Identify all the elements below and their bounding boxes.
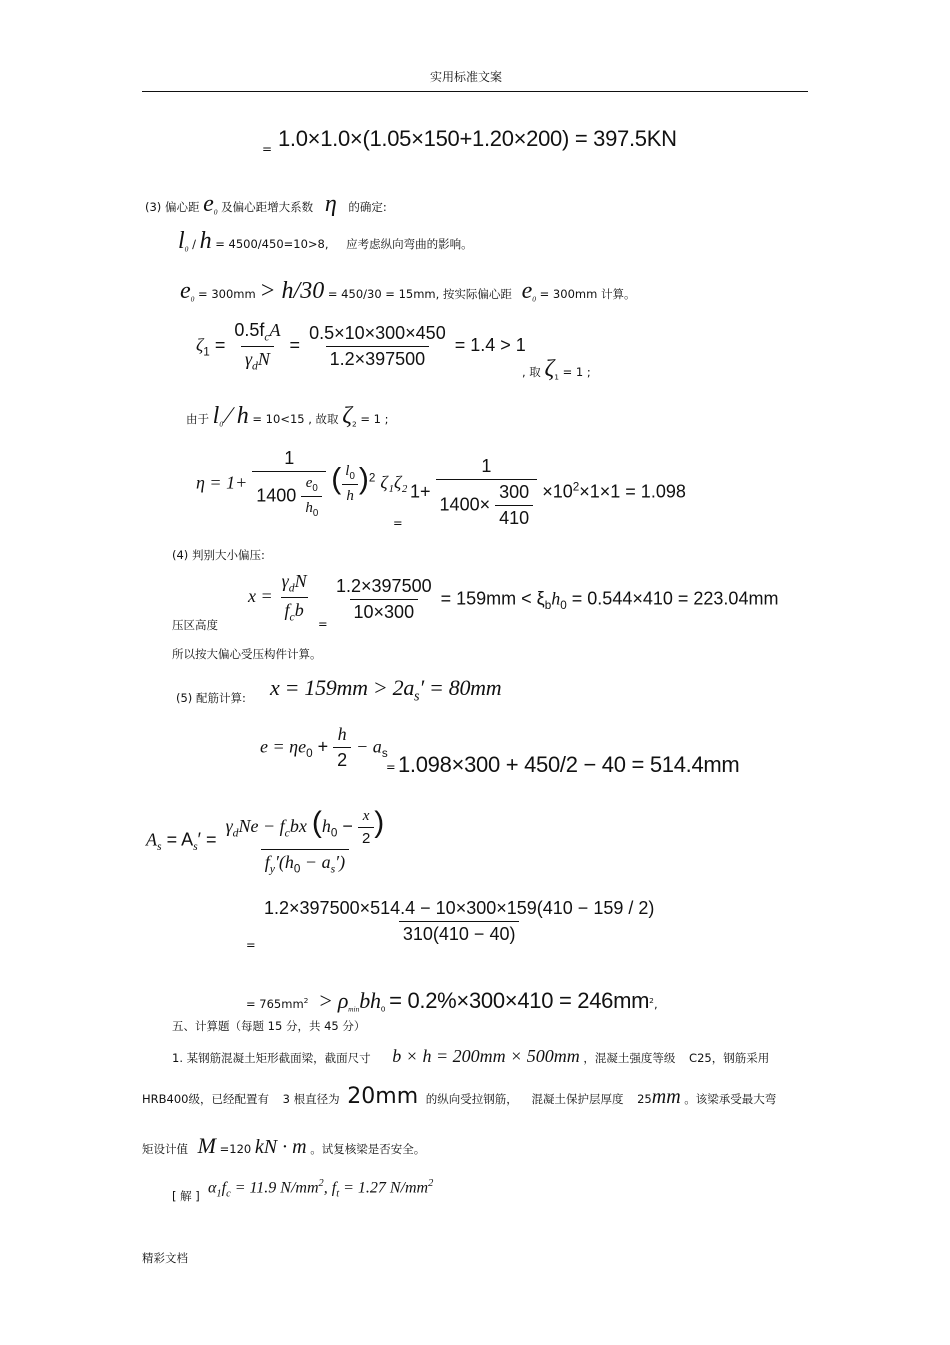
x-numeric: $\frac{1.2\times 397500}{10\times 300}$ = $159mm < \xi_bh_0 = 0.544\times 410 = 223.04mm$ — [336, 576, 779, 622]
zeta1-take: , 取 $\zeta_1 = 1$ ; — [522, 356, 591, 382]
problem-line-1: 1. 某钢筋混凝土矩形截面梁，截面尺寸 b × h = 200mm × 500mm ，混凝土强度等级 C25，钢筋采用 — [172, 1046, 770, 1066]
as-numeric: $\frac{1.2\times 397500\times 514.4 - 10\times 300\times 159(410 - 159 / 2)}{310(410 - 40)}$ — [264, 898, 655, 944]
solution-label: [ 解 ] — [172, 1189, 200, 1203]
x-conclusion: 所以按大偏心受压构件计算。 — [172, 647, 322, 661]
x-check: $x = 159mm > 2a_s' = 80mm$ — [270, 675, 502, 705]
slenderness-line: $l_0$ ∕ h = 4500/450=10>8, 应考虑纵向弯曲的影响。 — [178, 228, 473, 254]
eccentricity-line: $e_0 = 300mm > h/30 = 450/30 = 15mm$, 按实际偏心距 $e_0 = 300mm$ 计算。 — [180, 278, 636, 304]
page-footer: 精彩文档 — [142, 1251, 188, 1265]
zeta1-equation: $\zeta_1$ = $\frac{0.5f_cA}{\gamma_dN}$ = $\frac{0.5\times 10\times 300\times 450}{1.2\times 397500}$ = 1.4 > 1 — [196, 320, 526, 373]
as-formula: $A_s = A_s'$ = $\gamma_dNe - f_cbx$ ($h_0$ − $\frac{x}{2}$ ) $f_y'(h_0 - a_s')$ — [146, 806, 385, 876]
problem-line-2: HRB400级，已经配置有 3 根直径为 20mm 的纵向受拉钢筋， 混凝土保护层厚度 25mm 。该梁承受最大弯 — [142, 1084, 777, 1109]
section-3-title: (3) 偏心距 $e_0$ 及偏心距增大系数 η 的确定: — [145, 191, 387, 217]
problem-line-3: 矩设计值 M =120 kN · m 。试复核梁是否安全。 — [142, 1133, 426, 1158]
as-result: = $765mm^2 > \rho_{min}bh_0 = 0.2\%\times 300\times 410 = 246mm^2$, — [246, 988, 658, 1014]
e-numeric: 1.098×300 + 450/2 − 40 = 514.4mm — [398, 752, 740, 777]
as2-eq-sign: = — [246, 938, 256, 952]
eta-formula: η = 1+ 1 1400 $\frac{e_0}{h_0}$ ( $\frac{l_0}{h}$ )$^2$ ζ₁ζ₂ — [196, 448, 408, 519]
eq-sign: = — [262, 142, 273, 156]
x-eq-sign: = — [318, 617, 328, 631]
header-rule — [142, 91, 808, 92]
compression-height-label: 压区高度 — [172, 618, 218, 632]
part-5-title: 五、计算题（每题 15 分，共 45 分） — [172, 1019, 366, 1033]
load-expression: 1.0×1.0×(1.05×150+1.20×200) = 397.5KN — [278, 126, 677, 151]
eta-eq-sign: = — [393, 516, 403, 530]
section-4-title: (4) 判别大小偏压: — [172, 548, 265, 562]
x-formula: x = $\frac{\gamma_dN}{f_cb}$ — [248, 571, 307, 624]
section-5-title: (5) 配筋计算: — [176, 691, 246, 705]
e-eq-sign: = — [386, 760, 396, 774]
eta-numeric: 1+ 1 1400× $\frac{300}{410}$ $\times 10^2\times 1\times 1 = 1.098$ — [410, 456, 686, 528]
material-properties: $\alpha_1f_c = 11.9$ $N/mm^2$, $f_t = 1.27$ $N/mm^2$ — [208, 1178, 434, 1200]
e-formula: $e = \eta e_0$ + $\frac{h}{2}$ − $a_s$ — [260, 724, 388, 770]
page-header: 实用标准文案 — [430, 70, 503, 84]
zeta2-line: 由于 $l_0$ ∕ h = 10<15 , 故取 $\zeta_2 = 1$ ; — [186, 403, 389, 429]
